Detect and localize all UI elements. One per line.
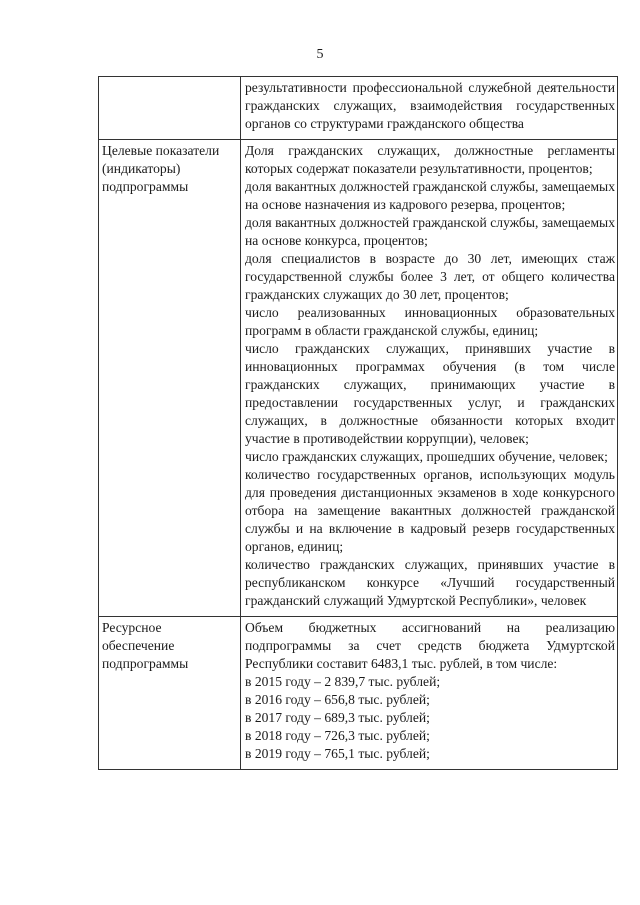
indicator-item: количество государственных органов, использующих модуль для проведения дистанционных экзаменов в ходе конкурсного отбора на замещение вакантных должностей гражданской службы и на включение в кадровый резерв государственных органов, единиц; bbox=[245, 467, 615, 554]
table-row-target-indicators bbox=[99, 140, 618, 617]
indicator-item: число гражданских служащих, прошедших обучение, человек; bbox=[245, 449, 608, 464]
funding-year-item: в 2018 году – 726,3 тыс. рублей; bbox=[245, 728, 430, 743]
funding-year-item: в 2019 году – 765,1 тыс. рублей; bbox=[245, 746, 430, 761]
table-row-resource-provision bbox=[99, 617, 618, 770]
row-content-resource-provision bbox=[241, 617, 618, 770]
indicator-item: доля специалистов в возрасте до 30 лет, имеющих стаж государственной службы более 3 лет, от общего количества гражданских служащих до 30 лет, процентов; bbox=[245, 251, 615, 302]
subprogram-passport-table bbox=[98, 76, 618, 770]
indicator-item: Доля гражданских служащих, должностные регламенты которых содержат показатели результативности, процентов; bbox=[245, 143, 615, 176]
row-label-target-indicators: Целевые показатели (индикаторы) подпрограммы bbox=[99, 140, 241, 617]
funding-year-item: в 2017 году – 689,3 тыс. рублей; bbox=[245, 710, 430, 725]
row-content-target-indicators bbox=[241, 140, 618, 617]
funding-year-item: в 2016 году – 656,8 тыс. рублей; bbox=[245, 692, 430, 707]
indicator-item: число гражданских служащих, принявших участие в инновационных программах обучения (в том числе гражданских служащих, принимающих участие в предоставлении государственных услуг, и гражданских служащих, в должностные обязанности которых входит участие в противодействии коррупции), человек; bbox=[245, 341, 615, 446]
table-row-continuation bbox=[99, 77, 618, 140]
funding-year-item: в 2015 году – 2 839,7 тыс. рублей; bbox=[245, 674, 441, 689]
page-number: 5 bbox=[316, 47, 324, 62]
indicator-item: число реализованных инновационных образовательных программ в области гражданской службы, единиц; bbox=[245, 305, 615, 338]
row-content-continuation: результативности профессиональной служебной деятельности гражданских служащих, взаимодействия государственных органов со структурами гражданского общества bbox=[241, 77, 618, 140]
funding-intro: Объем бюджетных ассигнований на реализацию подпрограммы за счет средств бюджета Удмуртской Республики составит 6483,1 тыс. рублей, в том числе: bbox=[245, 620, 615, 671]
indicator-item: доля вакантных должностей гражданской службы, замещаемых на основе назначения из кадрового резерва, процентов; bbox=[245, 179, 615, 212]
indicator-item: доля вакантных должностей гражданской службы, замещаемых на основе конкурса, процентов; bbox=[245, 215, 615, 248]
row-label-empty bbox=[99, 77, 241, 140]
indicator-item: количество гражданских служащих, принявших участие в республиканском конкурсе «Лучший государственный гражданский служащий Удмуртской Республики», человек bbox=[245, 557, 615, 608]
row-label-resource-provision: Ресурсное обеспечение подпрограммы bbox=[99, 617, 241, 770]
